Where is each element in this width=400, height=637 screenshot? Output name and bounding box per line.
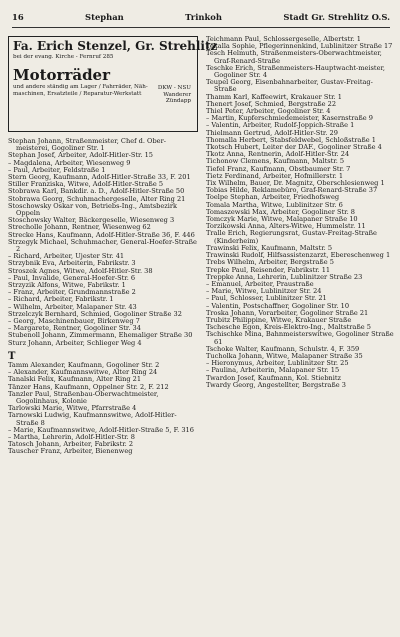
- ad-line: maschinen, Ersatzteile / Reparatur-Werkstatt: [13, 91, 142, 97]
- directory-entry: – Marie, Witwe, Lublinitzer Str. 24: [206, 287, 322, 296]
- directory-entry: – Magdalena, Arbeiter, Wiesenweg 9: [8, 158, 131, 167]
- directory-entry: Tanzler Paul, Straßenbau-Oberwachtmeister, Gogolinhaus, Kolonie: [8, 389, 159, 405]
- directory-entry: Stroszek Agnes, Witwe, Adolf-Hitler-Str. 38: [8, 266, 153, 275]
- directory-entry: Tschischke Mina, Bahnmeisterswitwe, Gogoliner Straße 61: [206, 330, 394, 346]
- directory-entry: Stern Georg, Kaufmann, Adolf-Hitler-Straße 33, F. 201: [8, 173, 191, 182]
- directory-entry: Tucholka Johann, Witwe, Malapaner Straße 35: [206, 351, 363, 360]
- directory-entry: Troska Johann, Vorarbeiter, Gogoliner Straße 21: [206, 308, 369, 317]
- directory-entry: – Margarete, Rentner, Gogoliner Str. 34: [8, 324, 141, 333]
- directory-entry: Tauscher Franz, Arbeiter, Bienenweg: [8, 447, 133, 456]
- directory-entry: Tralle Erich, Regierungsrat, Gustav-Freitag-Straße (Kinderheim): [206, 229, 377, 245]
- advertisement-box: [8, 36, 218, 132]
- ad-brand: Zündapp: [165, 98, 191, 105]
- running-head-left: Stephan: [85, 12, 124, 22]
- directory-entry: Tomczyk Marie, Witwe, Malapaner Straße 10: [206, 215, 358, 224]
- directory-entry: Treppke Anna, Lehrerin, Lublinitzer Straße 23: [206, 272, 363, 281]
- directory-entry: Tesch Helmuth, Straßenmeisters-Oberwachtmeister, Graf-Renard-Straße: [206, 49, 382, 65]
- directory-entry: Trepke Paul, Reisender, Fabrikstr. 11: [206, 265, 331, 274]
- directory-entry: – Paul, Invalide, General-Hoefer-Str. 6: [8, 273, 136, 282]
- section-letter: T: [8, 350, 16, 362]
- directory-entry: Thielmann Gertrud, Adolf-Hitler-Str. 29: [206, 128, 338, 137]
- directory-entry: Tietz Ferdinand, Arbeiter, Hofmillerstr. 1: [206, 171, 344, 180]
- directory-entry: Thenert Josef, Schmied, Bergstraße 22: [206, 99, 337, 108]
- directory-entry: Tomala Martha, Witwe, Lublinitzer Str. 6: [206, 200, 343, 209]
- directory-entry: Twardon Josef, Kaufmann, Kol. Stiebnitz: [206, 373, 342, 382]
- directory-entry: Twardy Georg, Angestellter, Bergstraße 3: [206, 380, 346, 389]
- directory-entry: Stoschowsky Walter, Bäckergeselle, Wiesenweg 3: [8, 216, 175, 225]
- right-column: [206, 36, 394, 389]
- directory-entry: Tschoke Walter, Kaufmann, Schulstr. 4, F. 359: [206, 344, 360, 353]
- directory-entry: Teupel Georg, Eisenbahnarbeiter, Gustav-Freitag-Straße: [206, 78, 373, 94]
- directory-entry: Tarlowski Marie, Witwe, Pfarrstraße 4: [8, 404, 137, 413]
- directory-entry: Tarnowski Ludwig, Kaufmannswitwe, Adolf-Hitler-Straße 8: [8, 411, 177, 427]
- directory-entry: – Paul, Arbeiter, Feldstraße 1: [8, 165, 106, 174]
- directory-entry: Strzyzik Alfons, Witwe, Fabrikstr. 1: [8, 281, 126, 290]
- directory-entry: Sturz Johann, Arbeiter, Schlieger Weg 4: [8, 338, 142, 347]
- directory-entry: Trubitz Philippine, Witwe, Krakauer Straße: [206, 315, 352, 324]
- directory-entry: Tänzer Hans, Kaufmann, Oppelner Str. 2, F. 212: [8, 382, 169, 391]
- directory-entry: Teichmann Paul, Schlossergeselle, Albertstr. 1: [206, 35, 361, 43]
- ad-headline: Motorräder: [13, 66, 111, 84]
- running-head-right: Stadt Gr. Strehlitz O.S.: [283, 12, 390, 22]
- directory-entry: – Martin, Kupferschmiedemeister, Kasernstraße 9: [206, 114, 373, 123]
- directory-entry: Tamm Alexander, Kaufmann, Gogoliner Str. 2: [8, 360, 160, 369]
- directory-entry: – Richard, Arbeiter, Ujester Str. 41: [8, 252, 125, 261]
- directory-entry: Thamm Karl, Kaffeewirt, Krakauer Str. 1: [206, 92, 342, 101]
- ad-brand: DKW - NSU: [157, 85, 191, 91]
- directory-entry: Stubenoll Johann, Zimmermann, Ehemaliger Straße 30: [8, 331, 193, 340]
- directory-entry: Trawinski Rudolf, Hilfsassistenzarzt, Ebereschenweg 1: [206, 251, 391, 260]
- directory-entry: – Paulina, Arbeiterin, Malapaner Str. 15: [206, 366, 340, 375]
- ad-company-name: Fa. Erich Stenzel, Gr. Strehlitz: [13, 39, 218, 53]
- directory-entry: Tekalla Sophie, Pflegerinnenkind, Lublinitzer Straße 17: [206, 42, 393, 51]
- directory-entry: – Richard, Arbeiter, Fabrikstr. 1: [8, 295, 114, 304]
- directory-entry: – Wilhelm, Arbeiter, Malapaner Str. 43: [8, 302, 137, 311]
- running-header: [12, 12, 390, 24]
- directory-entry: Trebs Wilhelm, Arbeiter, Bergstraße 5: [206, 258, 334, 267]
- page-number: 16: [12, 12, 24, 22]
- directory-entry: Thomalla Herbert, Stabsfeldwebel, Schloßstraße 1: [206, 135, 376, 144]
- directory-entry: – Franz, Arbeiter, Grundmannstraße 2: [8, 288, 136, 297]
- directory-entry: Tomaszewski Max, Arbeiter, Gogoliner Str. 8: [206, 207, 355, 216]
- ad-line: und andere ständig am Lager / Fahrräder, Näh-: [13, 84, 148, 90]
- directory-entry: Strecke Hans, Kaufmann, Adolf-Hitler-Straße 36, F. 446: [8, 230, 195, 239]
- directory-entry: Tobias Hilde, Reklamebüro, Graf-Renard-Straße 37: [206, 186, 378, 195]
- directory-entry: Tkotz Anna, Rentnerin, Adolf-Hitler-Str. 24: [206, 150, 350, 159]
- directory-entry: Stobrawa Georg, Schuhmachergeselle, Alter Ring 21: [8, 194, 186, 203]
- directory-entry: Torzikowski Anna, Alters-Witwe, Hummelstr. 11: [206, 222, 366, 231]
- directory-entry: – Hieronymus, Arbeiter, Lublinitzer Str. 25: [206, 359, 349, 368]
- directory-entry: – Martha, Lehrerin, Adolf-Hitler-Str. 8: [8, 432, 135, 441]
- directory-entry: Strecholle Johann, Rentner, Wiesenweg 62: [8, 223, 151, 232]
- directory-entry: Tanalski Felix, Kaufmann, Alter Ring 21: [8, 375, 142, 384]
- directory-entry: Toelpe Stephan, Arbeiter, Friedhofsweg: [206, 193, 340, 202]
- directory-entry: Trawinski Felix, Kaufmann, Maltstr. 5: [206, 243, 333, 252]
- running-head-center: Trinkoh: [185, 12, 222, 22]
- left-column: [8, 36, 218, 456]
- directory-entry: Tichonow Clemens, Kaufmann, Maltstr. 5: [206, 157, 345, 166]
- directory-entry: – Georg, Maschinenbauer, Birkenweg 7: [8, 317, 140, 326]
- directory-entry: Strzelczyk Bernhard, Schmied, Gogoliner Straße 32: [8, 309, 182, 318]
- directory-entry: Strzegyk Michael, Schuhmacher, General-Hoefer-Straße 2: [8, 237, 197, 254]
- directory-entry: Stephan Johann, Straßenmeister, Chef d. Ober-meisterei, Gogoliner Str. 1: [8, 137, 166, 153]
- directory-entry: – Valentin, Postschaffner, Gogoliner Str. 10: [206, 301, 350, 310]
- directory-entry: – Alexander, Kaufmannswitwe, Alter Ring 24: [8, 368, 158, 377]
- directory-entry: Tatosch Johann, Arbeiter, Fabrikstr. 2: [8, 440, 134, 449]
- directory-entry: Teschke Erich, Straßenmeisters-Hauptwacht-meister, Gogoliner Str. 4: [206, 63, 385, 80]
- directory-entry: Stiller Franziska, Witwe, Adolf-Hitler-Straße 5: [8, 180, 164, 189]
- ad-address: bei der evang. Kirche - Fernruf 285: [13, 54, 114, 60]
- directory-entry: Stobrawa Karl, Bankdir. a. D., Adolf-Hitler-Straße 50: [8, 187, 185, 196]
- directory-entry: Tschesche Egon, Kreis-Elektro-Ing., Maltstraße 5: [206, 323, 371, 332]
- directory-entry: – Paul, Schlosser, Lublinitzer Str. 21: [206, 294, 327, 303]
- directory-entry: Tiefel Franz, Kaufmann, Obstbaumer Str. 7: [206, 164, 351, 173]
- directory-entry: Thiel Peter, Arbeiter, Gogoliner Str. 4: [206, 107, 331, 116]
- directory-entry: – Valentin, Arbeiter, Rudolf-Joppich-Straße 1: [206, 121, 355, 130]
- header-rule: [12, 27, 390, 28]
- directory-entry: Tkotsch Hubert, Leiter der DAF., Gogoliner Straße 4: [206, 143, 382, 152]
- directory-entry: – Emanuel, Arbeiter, Praustraße: [206, 279, 314, 288]
- ad-brands: [158, 85, 191, 105]
- directory-entry: Strzybnik Eva, Arbeiterin, Fabrikstr. 3: [8, 259, 136, 268]
- directory-entry: Stoschowsky Oskar von, Betriebs-Ing., Amtsbezirk Oppeln: [8, 201, 178, 218]
- directory-entry: Tix Wilhelm, Bauer, Dr. Magnitz, Oberschlesienweg 1: [206, 179, 385, 188]
- directory-entry: Stephan Josef, Arbeiter, Adolf-Hitler-Str. 15: [8, 151, 153, 160]
- directory-entry: – Marie, Kaufmannswitwe, Adolf-Hitler-Straße 5, F. 316: [8, 425, 194, 434]
- ad-brand: Wanderer: [163, 91, 191, 98]
